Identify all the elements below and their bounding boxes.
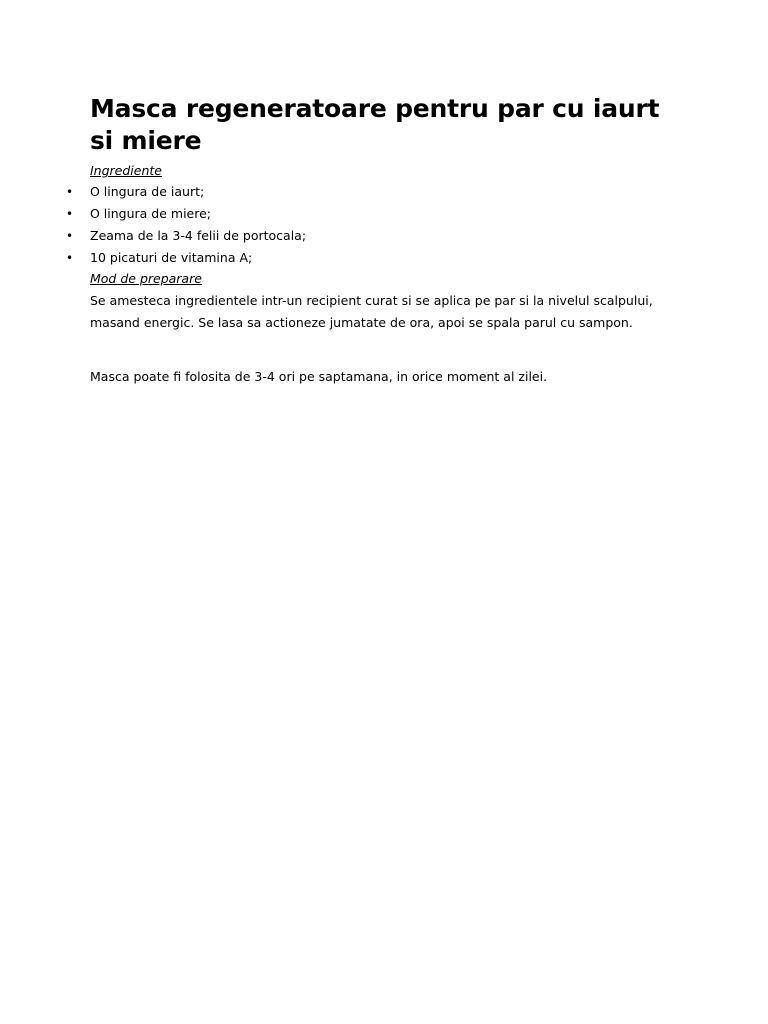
ingredient-text: O lingura de miere; [90,206,212,221]
ingredient-text: Zeama de la 3-4 felii de portocala; [90,228,307,243]
usage-note-paragraph: Masca poate fi folosita de 3-4 ori pe saptamana, in orice moment al zilei. [90,369,548,384]
document-title: Masca regeneratoare pentru par cu iaurt si miere [90,94,660,155]
method-paragraph: Se amesteca ingredientele intr-un recipient curat si se aplica pe par si la nivelul scalpului, masand energic. Se lasa sa actioneze jumatate de ora, apoi se spala parul cu sampon. [90,293,653,330]
bullet-icon: • [66,185,74,199]
ingredient-text: 10 picaturi de vitamina A; [90,250,253,265]
bullet-icon: • [66,229,74,243]
bullet-icon: • [66,251,74,265]
ingredient-text: O lingura de iaurt; [90,184,205,199]
bullet-icon: • [66,207,74,221]
method-heading: Mod de preparare [90,271,202,286]
ingredients-heading: Ingrediente [90,163,162,178]
